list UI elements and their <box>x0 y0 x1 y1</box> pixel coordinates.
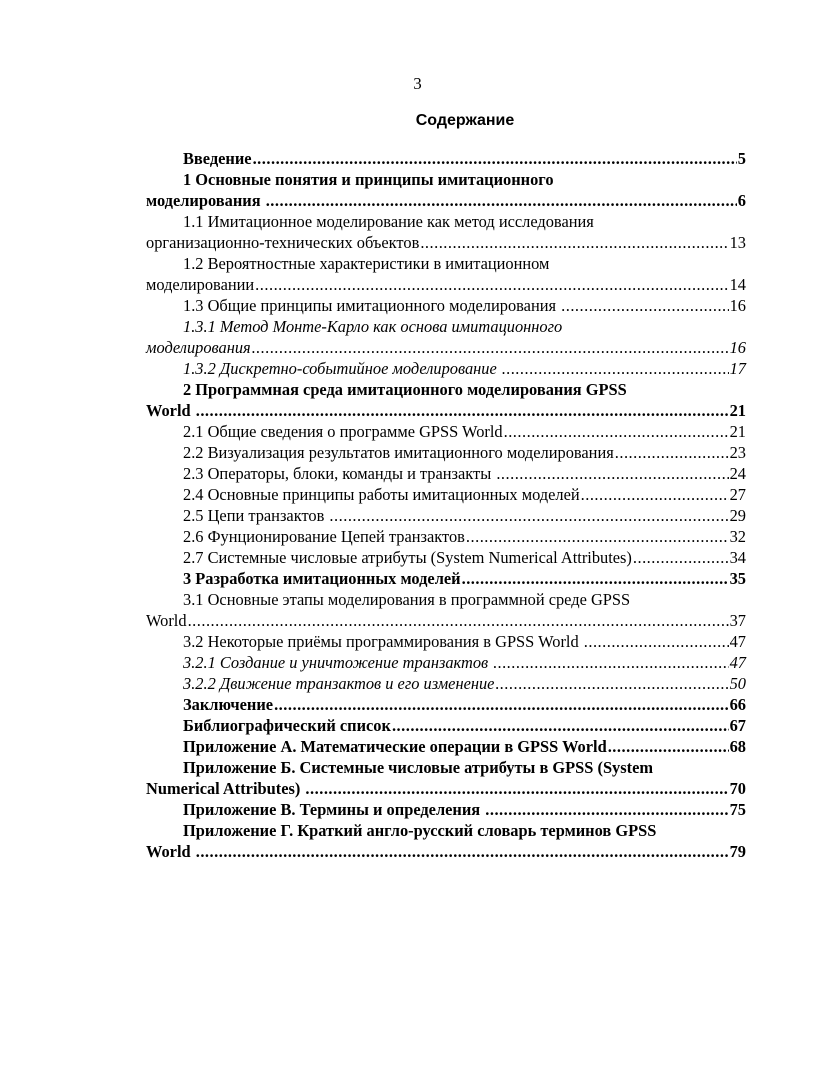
dot-leader <box>462 568 729 589</box>
page-number-text: 3 <box>413 74 422 93</box>
toc-page-number: 68 <box>729 737 746 756</box>
toc-page-number: 66 <box>729 695 746 714</box>
toc-entry-title: Заключение <box>183 695 274 714</box>
toc-page-number: 79 <box>729 842 746 861</box>
toc-entry-leader-line <box>146 694 746 715</box>
dot-leader <box>392 715 729 736</box>
table-of-contents <box>146 148 746 862</box>
toc-entry-title-line: 1.2 Вероятностные характеристики в имитационном <box>183 254 550 273</box>
toc-entry[interactable] <box>146 484 746 505</box>
dot-leader <box>504 421 729 442</box>
dot-leader <box>485 799 728 820</box>
toc-entry-title: 2.4 Основные принципы работы имитационных моделей <box>183 485 580 504</box>
toc-entry-leader-line <box>146 232 746 253</box>
toc-page-number: 23 <box>729 443 746 462</box>
toc-entry-title: 2.1 Общие сведения о программе GPSS World <box>183 422 503 441</box>
toc-page-number: 5 <box>737 149 746 168</box>
toc-entry[interactable] <box>146 442 746 463</box>
dot-leader <box>329 505 728 526</box>
dot-leader <box>305 778 728 799</box>
toc-entry-title: 1.3 Общие принципы имитационного моделирования <box>183 296 561 315</box>
dot-leader <box>502 358 729 379</box>
dot-leader <box>615 442 729 463</box>
toc-entry-leader-line <box>146 463 746 484</box>
toc-entry-title: 2.7 Системные числовые атрибуты (System Numerical Attributes) <box>183 548 632 567</box>
toc-page-number: 16 <box>729 296 746 315</box>
toc-entry-leader-line <box>146 547 746 568</box>
toc-entry-leader-line <box>146 190 746 211</box>
toc-entry-title: 2.5 Цепи транзактов <box>183 506 329 525</box>
toc-page-number: 21 <box>729 422 746 441</box>
toc-entry-leader-line <box>146 715 746 736</box>
toc-entry-title-line: Приложение Г. Краткий англо-русский словарь терминов GPSS <box>183 821 657 840</box>
toc-page-number: 32 <box>729 527 746 546</box>
toc-entry-leader-line <box>146 358 746 379</box>
toc-entry[interactable] <box>146 169 746 211</box>
toc-page-number: 47 <box>729 632 746 651</box>
toc-entry[interactable] <box>146 526 746 547</box>
toc-entry[interactable] <box>146 715 746 736</box>
toc-entry-title: 3.2 Некоторые приёмы программирования в GPSS World <box>183 632 583 651</box>
toc-entry-title: Приложение А. Математические операции в GPSS World <box>183 737 607 756</box>
toc-entry-title: Введение <box>183 149 252 168</box>
toc-entry[interactable] <box>146 316 746 358</box>
dot-leader <box>581 484 729 505</box>
page-number <box>0 74 835 94</box>
toc-page-number: 35 <box>729 569 746 588</box>
toc-entry-leader-line <box>146 568 746 589</box>
toc-entry-leader-line <box>146 778 746 799</box>
dot-leader <box>561 295 728 316</box>
dot-leader <box>633 547 729 568</box>
toc-entry-title: World <box>146 842 195 861</box>
toc-entry-leader-line <box>146 442 746 463</box>
toc-entry-title: организационно-технических объектов <box>146 233 420 252</box>
toc-entry-title: 3.2.2 Движение транзактов и его изменение <box>183 674 495 693</box>
toc-entry-leader-line <box>146 799 746 820</box>
toc-entry-leader-line <box>146 610 746 631</box>
dot-leader <box>255 274 728 295</box>
toc-entry-leader-line <box>146 505 746 526</box>
toc-entry[interactable] <box>146 820 746 862</box>
toc-entry-title-line: 1 Основные понятия и принципы имитационного <box>183 170 554 189</box>
toc-entry[interactable] <box>146 547 746 568</box>
toc-entry-title-line: 1.1 Имитационное моделирование как метод исследования <box>183 212 594 231</box>
toc-entry[interactable] <box>146 358 746 379</box>
toc-page-number: 6 <box>737 191 746 210</box>
toc-entry[interactable] <box>146 568 746 589</box>
toc-entry-title: Приложение В. Термины и определения <box>183 800 485 819</box>
dot-leader <box>496 463 728 484</box>
toc-entry[interactable] <box>146 757 746 799</box>
dot-leader <box>188 610 729 631</box>
toc-entry-title: 2.6 Фунционирование Цепей транзактов <box>183 527 465 546</box>
toc-entry[interactable] <box>146 253 746 295</box>
dot-leader <box>253 148 737 169</box>
dot-leader <box>608 736 729 757</box>
toc-page-number: 14 <box>729 275 746 294</box>
toc-page-number: 34 <box>729 548 746 567</box>
toc-page-number: 47 <box>729 653 746 672</box>
toc-entry-title: 1.3.2 Дискретно-событийное моделирование <box>183 359 501 378</box>
toc-page-number: 50 <box>729 674 746 693</box>
toc-entry[interactable] <box>146 211 746 253</box>
toc-entry-leader-line <box>146 337 746 358</box>
toc-page-number: 75 <box>729 800 746 819</box>
toc-entry[interactable] <box>146 736 746 757</box>
dot-leader <box>466 526 729 547</box>
toc-entry-leader-line <box>146 631 746 652</box>
toc-entry-title: Numerical Attributes) <box>146 779 305 798</box>
toc-entry-leader-line <box>146 652 746 673</box>
toc-entry[interactable] <box>146 295 746 316</box>
toc-entry[interactable] <box>146 799 746 820</box>
toc-entry-title-line: 2 Программная среда имитационного моделирования GPSS <box>183 380 627 399</box>
toc-entry[interactable] <box>146 589 746 631</box>
toc-page-number: 27 <box>729 485 746 504</box>
toc-entry-title: 2.2 Визуализация результатов имитационного моделирования <box>183 443 614 462</box>
toc-entry-leader-line <box>146 274 746 295</box>
dot-leader <box>493 652 728 673</box>
toc-entry[interactable] <box>146 631 746 652</box>
toc-entry-leader-line <box>146 421 746 442</box>
toc-page-number: 29 <box>729 506 746 525</box>
toc-page-number: 70 <box>729 779 746 798</box>
toc-entry-leader-line <box>146 526 746 547</box>
dot-leader <box>266 190 737 211</box>
dot-leader <box>584 631 729 652</box>
toc-page-number: 17 <box>729 359 746 378</box>
toc-entry-leader-line <box>146 295 746 316</box>
toc-page-number: 21 <box>729 401 746 420</box>
toc-entry-title-line: 1.3.1 Метод Монте-Карло как основа имитационного <box>183 317 563 336</box>
toc-page-number: 24 <box>729 464 746 483</box>
toc-entry-title-line: Приложение Б. Системные числовые атрибуты в GPSS (System <box>183 758 654 777</box>
toc-entry[interactable] <box>146 148 746 169</box>
toc-entry-title: World <box>146 401 195 420</box>
toc-entry[interactable] <box>146 505 746 526</box>
toc-entry-leader-line <box>146 400 746 421</box>
toc-entry-title: Библиографический список <box>183 716 391 735</box>
toc-page-number: 67 <box>729 716 746 735</box>
toc-entry[interactable] <box>146 463 746 484</box>
toc-entry-leader-line <box>146 673 746 694</box>
page-title: Содержание <box>415 112 515 129</box>
toc-entry-title: World <box>146 611 187 630</box>
toc-entry-title: 2.3 Операторы, блоки, команды и транзакты <box>183 464 496 483</box>
toc-entry-title: 3.2.1 Создание и уничтожение транзактов <box>183 653 493 672</box>
toc-entry[interactable] <box>146 694 746 715</box>
toc-page-number: 13 <box>729 233 746 252</box>
toc-page-number: 16 <box>729 338 746 357</box>
toc-entry-title: 3 Разработка имитационных моделей <box>183 569 461 588</box>
toc-entry-title: моделирования <box>146 338 251 357</box>
dot-leader <box>420 232 728 253</box>
toc-entry-title-line: 3.1 Основные этапы моделирования в программной среде GPSS <box>183 590 631 609</box>
toc-entry-leader-line <box>146 841 746 862</box>
toc-entry-title: моделировании <box>146 275 255 294</box>
toc-entry[interactable] <box>146 673 746 694</box>
toc-entry-leader-line <box>146 484 746 505</box>
dot-leader <box>495 673 728 694</box>
toc-entry-leader-line <box>146 736 746 757</box>
toc-entry[interactable] <box>146 379 746 421</box>
toc-entry[interactable] <box>146 652 746 673</box>
dot-leader <box>196 400 729 421</box>
toc-page-number: 37 <box>729 611 746 630</box>
dot-leader <box>274 694 729 715</box>
dot-leader <box>252 337 729 358</box>
toc-entry-title: моделирования <box>146 191 265 210</box>
toc-entry-leader-line <box>146 148 746 169</box>
dot-leader <box>196 841 729 862</box>
toc-entry[interactable] <box>146 421 746 442</box>
